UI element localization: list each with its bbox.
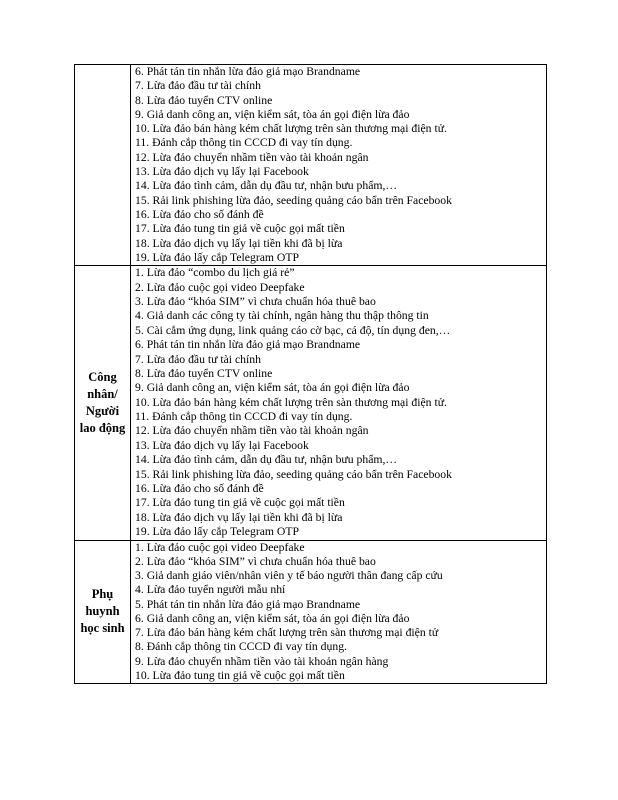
table-row — [75, 65, 547, 266]
fraud-item: 6. Phát tán tin nhắn lừa đảo giả mạo Brandname — [135, 338, 361, 352]
fraud-item: 16. Lừa đảo cho số đánh đề — [135, 207, 264, 221]
target-group-label: huynh — [85, 604, 120, 619]
fraud-item: 19. Lừa đảo lấy cắp Telegram OTP — [135, 250, 300, 264]
fraud-item: 10. Lừa đảo bán hàng kém chất lượng trên sàn thương mại điện tử. — [135, 395, 447, 409]
target-group-cell — [75, 540, 131, 684]
fraud-item: 15. Rải link phishing lừa đảo, seeding quảng cáo bẩn trên Facebook — [135, 467, 452, 481]
fraud-list-cell — [131, 266, 547, 540]
fraud-item: 15. Rải link phishing lừa đảo, seeding quảng cáo bẩn trên Facebook — [135, 193, 452, 207]
fraud-item: 3. Giả danh giáo viên/nhân viên y tế báo người thân đang cấp cứu — [135, 569, 443, 583]
table-row — [75, 266, 547, 540]
target-group-label: Người — [85, 403, 120, 418]
fraud-item: 6. Phát tán tin nhắn lừa đảo giả mạo Brandname — [135, 65, 361, 78]
fraud-item: 18. Lừa đảo dịch vụ lấy lại tiền khi đã bị lừa — [135, 510, 343, 524]
fraud-item: 17. Lừa đảo tung tin giả về cuộc gọi mất tiền — [135, 496, 345, 510]
target-group-label: lao động — [79, 420, 126, 435]
fraud-item: 2. Lừa đảo “khóa SIM” vì chưa chuẩn hóa thuê bao — [135, 554, 376, 568]
fraud-item: 18. Lừa đảo dịch vụ lấy lại tiền khi đã bị lừa — [135, 236, 343, 250]
target-group-label: nhân/ — [87, 386, 118, 401]
table-row — [75, 540, 547, 684]
fraud-item: 11. Đánh cắp thông tin CCCD đi vay tín dụng. — [135, 410, 353, 424]
fraud-item: 5. Cài cắm ứng dụng, link quảng cáo cờ bạc, cá độ, tín dụng đen,… — [135, 323, 451, 337]
fraud-item: 13. Lừa đảo dịch vụ lấy lại Facebook — [135, 165, 309, 179]
fraud-item: 7. Lừa đảo đầu tư tài chính — [135, 352, 261, 366]
fraud-item: 8. Lừa đảo tuyển CTV online — [135, 93, 273, 107]
fraud-item: 10. Lừa đảo tung tin giả về cuộc gọi mất tiền — [135, 668, 345, 682]
fraud-item: 14. Lừa đảo tình cảm, dẫn dụ đầu tư, nhận bưu phẩm,… — [135, 179, 398, 193]
fraud-item: 5. Phát tán tin nhắn lừa đảo giả mạo Brandname — [135, 597, 361, 611]
fraud-item: 7. Lừa đảo bán hàng kém chất lượng trên sàn thương mại điện tử — [135, 626, 439, 640]
table-body — [75, 65, 547, 684]
fraud-item: 12. Lừa đảo chuyển nhầm tiền vào tài khoản ngân — [135, 150, 369, 164]
fraud-item: 4. Lừa đảo tuyển người mẫu nhí — [135, 583, 286, 597]
fraud-item: 11. Đánh cắp thông tin CCCD đi vay tín dụng. — [135, 136, 353, 150]
target-group-label: Phụ — [91, 587, 114, 602]
fraud-item: 14. Lừa đảo tình cảm, dẫn dụ đầu tư, nhận bưu phẩm,… — [135, 453, 398, 467]
fraud-item: 10. Lừa đảo bán hàng kém chất lượng trên sàn thương mại điện tử. — [135, 122, 447, 136]
fraud-item: 1. Lừa đảo cuộc gọi video Deepfake — [135, 540, 305, 554]
fraud-item: 1. Lừa đảo “combo du lịch giá rẻ” — [135, 266, 295, 280]
fraud-item: 8. Lừa đảo tuyển CTV online — [135, 366, 273, 380]
fraud-list-cell — [131, 65, 547, 266]
fraud-item: 9. Lừa đảo chuyển nhầm tiền vào tài khoản ngân hàng — [135, 654, 389, 668]
fraud-item: 9. Giả danh công an, viện kiểm sát, tòa án gọi điện lừa đảo — [135, 381, 410, 395]
fraud-item: 9. Giả danh công an, viện kiểm sát, tòa án gọi điện lừa đảo — [135, 107, 410, 121]
fraud-item: 2. Lừa đảo cuộc gọi video Deepfake — [135, 280, 305, 294]
target-group-label: học sinh — [80, 621, 125, 636]
fraud-item: 7. Lừa đảo đầu tư tài chính — [135, 79, 261, 93]
fraud-item: 12. Lừa đảo chuyển nhầm tiền vào tài khoản ngân — [135, 424, 369, 438]
fraud-item: 3. Lừa đảo “khóa SIM” vì chưa chuẩn hóa thuê bao — [135, 294, 376, 308]
target-group-cell — [75, 65, 131, 266]
target-group-cell — [75, 266, 131, 540]
fraud-types-table — [74, 64, 547, 684]
fraud-item: 13. Lừa đảo dịch vụ lấy lại Facebook — [135, 438, 309, 452]
target-group-label: Công — [88, 369, 117, 384]
fraud-list-cell — [131, 540, 547, 684]
fraud-item: 19. Lừa đảo lấy cắp Telegram OTP — [135, 525, 300, 539]
fraud-item: 16. Lừa đảo cho số đánh đề — [135, 482, 264, 496]
fraud-item: 6. Giả danh công an, viện kiểm sát, tòa án gọi điện lừa đảo — [135, 611, 410, 625]
fraud-item: 17. Lừa đảo tung tin giả về cuộc gọi mất tiền — [135, 222, 345, 236]
fraud-item: 8. Đánh cắp thông tin CCCD đi vay tín dụng. — [135, 640, 347, 654]
fraud-item: 4. Giả danh các công ty tài chính, ngân hàng thu thập thông tin — [135, 309, 429, 323]
